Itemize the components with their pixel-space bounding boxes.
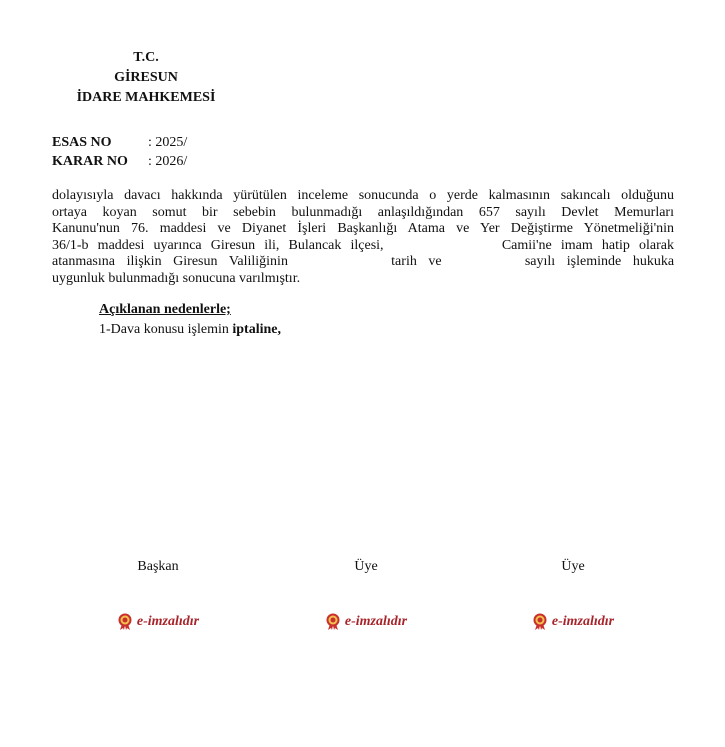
seal-icon bbox=[117, 613, 133, 631]
body-line-5b: tarih ve bbox=[391, 254, 442, 270]
body-line-4b: Camii'ne imam hatip olarak bbox=[501, 237, 674, 253]
stamp-text: e-imzalıdır bbox=[136, 614, 200, 629]
body-line-6: uygunluk bulunmadığı sonucuna varılmıştır. bbox=[52, 270, 301, 286]
header-city: GİRESUN bbox=[114, 70, 178, 85]
ruling-item-1-text: 1-Dava konusu işlemin bbox=[99, 322, 233, 337]
karar-value: : 2026/ bbox=[148, 154, 188, 169]
body-line-3: Kanunu'nun 76. maddesi ve Diyanet İşleri Başkanlığı Atama ve Yer Değiştirme Yönetmeliği'nin bbox=[52, 221, 674, 237]
karar-label: KARAR NO bbox=[52, 154, 128, 169]
reasons-heading: Açıklanan nedenlerle; bbox=[99, 302, 231, 317]
case-info bbox=[52, 133, 187, 171]
e-signature-stamp bbox=[296, 613, 436, 631]
body-line-4 bbox=[52, 238, 674, 255]
stamp-text: e-imzalıdır bbox=[344, 614, 408, 629]
e-signature-stamp bbox=[503, 613, 643, 631]
seal-icon bbox=[532, 613, 548, 631]
body-line-1: dolayısıyla davacı hakkında yürütülen inceleme sonucunda o yerde kalmasının sakıncalı olduğunu bbox=[52, 188, 674, 203]
signature-role: Üye bbox=[354, 559, 378, 574]
seal-icon bbox=[325, 613, 341, 631]
body-line-5 bbox=[52, 254, 674, 271]
signature-role: Üye bbox=[561, 559, 585, 574]
court-header bbox=[52, 48, 240, 108]
signature-member-1 bbox=[296, 557, 436, 631]
signature-role: Başkan bbox=[137, 559, 179, 574]
signature-president bbox=[88, 557, 228, 631]
signature-member-2 bbox=[503, 557, 643, 631]
stamp-text: e-imzalıdır bbox=[551, 614, 615, 629]
body-line-2: ortaya koyan somut bir sebebin bulunmadığı anlaşıldığından 657 sayılı Devlet Memurları bbox=[52, 204, 674, 220]
esas-label: ESAS NO bbox=[52, 135, 112, 150]
body-line-4a: 36/1-b maddesi uyarınca Giresun ili, Bulancak ilçesi, bbox=[52, 237, 384, 253]
header-court-name: İDARE MAHKEMESİ bbox=[76, 90, 216, 105]
karar-row bbox=[52, 152, 187, 171]
e-signature-stamp bbox=[88, 613, 228, 631]
ruling-item-1-bold: iptaline, bbox=[232, 322, 281, 337]
decision-body bbox=[52, 188, 674, 288]
header-tc: T.C. bbox=[133, 50, 159, 65]
body-line-5c: sayılı işleminde hukuka bbox=[524, 254, 675, 270]
ruling-item-1 bbox=[99, 322, 281, 338]
body-line-5a: atanmasına ilişkin Giresun Valiliğinin bbox=[52, 254, 288, 270]
esas-row bbox=[52, 133, 187, 152]
esas-value: : 2025/ bbox=[148, 135, 188, 150]
